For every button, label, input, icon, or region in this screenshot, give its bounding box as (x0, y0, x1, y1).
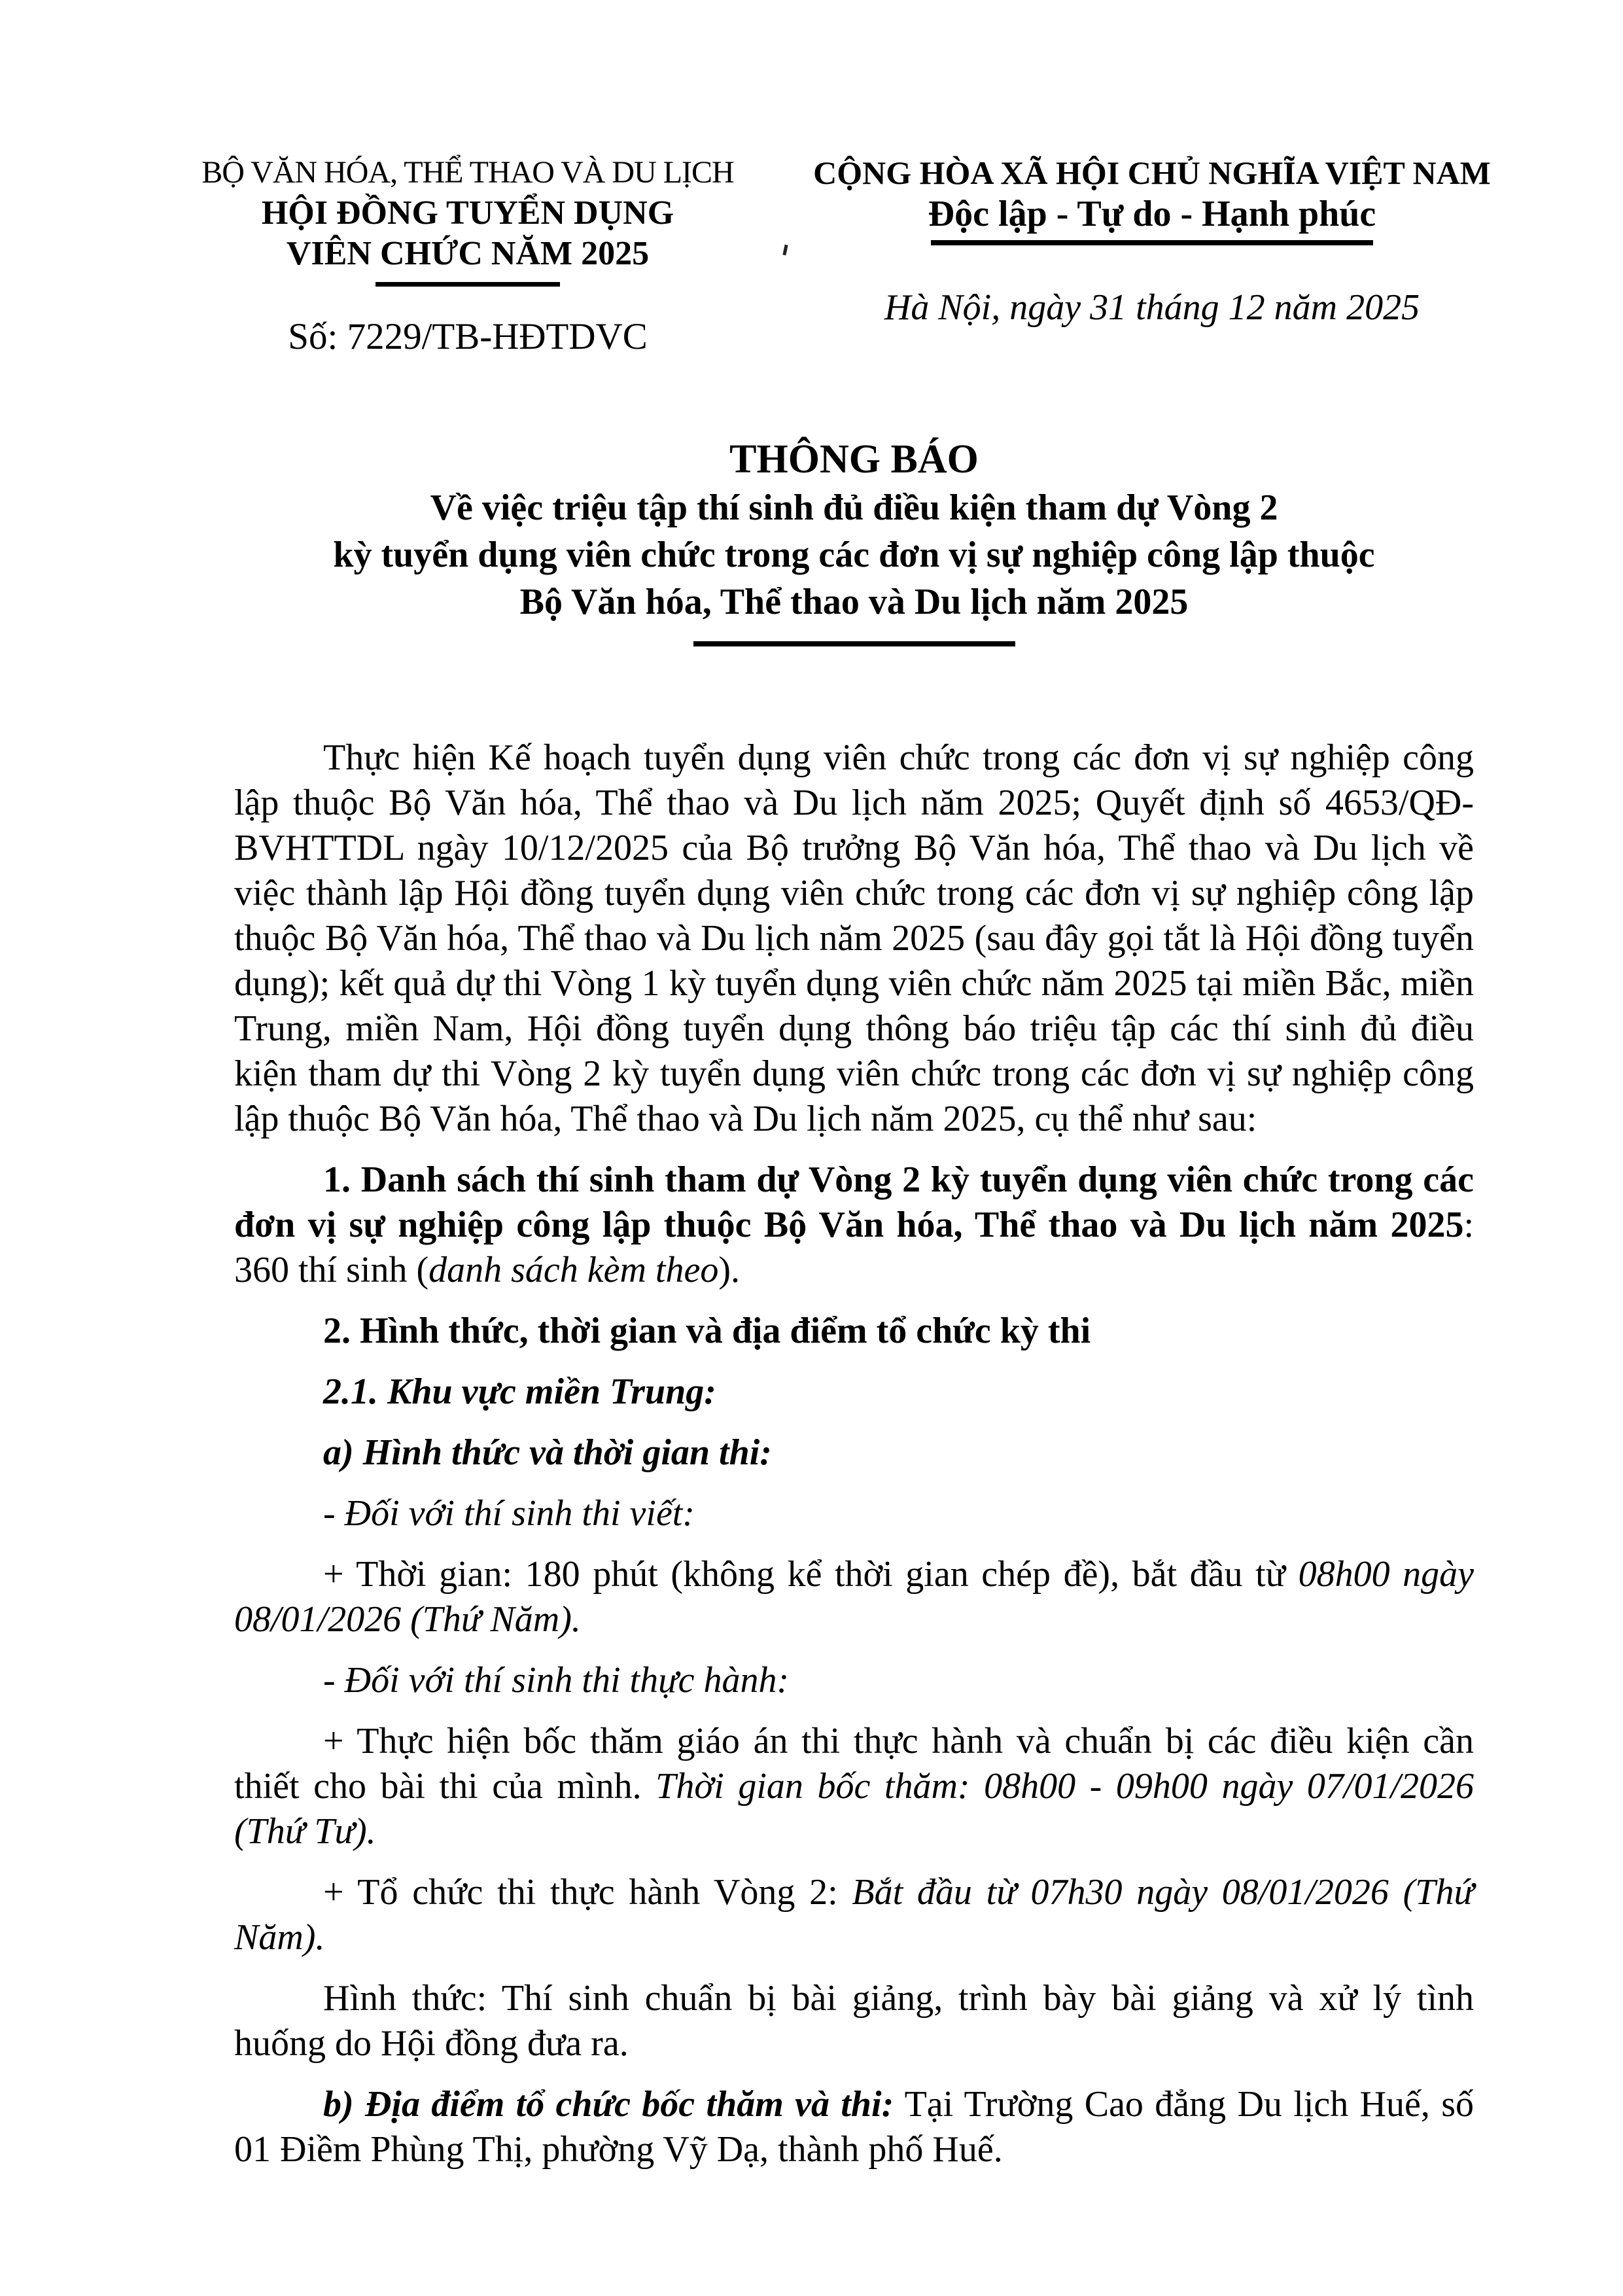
paragraph-round2 (234, 1870, 1474, 1960)
section1-closing: ). (718, 1250, 740, 1290)
national-header-block (799, 152, 1505, 359)
document-body (234, 735, 1474, 2172)
document-subtitle-line1: Về việc triệu tập thí sinh đủ điều kiện tham dự Vòng 2 (430, 487, 1278, 528)
document-subtitle-line3: Bộ Văn hóa, Thể thao và Du lịch năm 2025 (519, 582, 1189, 622)
a-heading: a) Hình thức và thời gian thi: (323, 1432, 772, 1473)
national-title: CỘNG HÒA XÃ HỘI CHỦ NGHĨA VIỆT NAM (813, 154, 1491, 191)
round2-text: + Tổ chức thi thực hành Vòng 2: (323, 1872, 852, 1913)
council-name-line2: VIÊN CHỨC NĂM 2025 (286, 235, 650, 272)
title-divider-rule (693, 641, 1015, 646)
issuing-agency-block (147, 152, 788, 359)
ministry-name: BỘ VĂN HÓA, THỂ THAO VÀ DU LỊCH (201, 155, 734, 190)
paragraph-draw-lots (234, 1719, 1474, 1854)
motto-divider-rule (931, 240, 1373, 245)
intro-text: Thực hiện Kế hoạch tuyển dụng viên chức trong các đơn vị sự nghiệp công lập thuộc Bộ Văn hóa, Thể thao và Du lịch năm 2025; Quyết định số 4653/QĐ-BVHTTDL ngày 10/12/2025 của Bộ trưởng Bộ Văn hóa, Thể thao và Du lịch về việc thành lập Hội đồng tuyển dụng viên chức trong các đơn vị sự nghiệp công lập thuộc Bộ Văn hóa, Thể thao và Du lịch năm 2025 (sau đây gọi tắt là Hội đồng tuyển dụng); kết quả dự thi Vòng 1 kỳ tuyển dụng viên chức năm 2025 tại miền Bắc, miền Trung, miền Nam, Hội đồng tuyển dụng thông báo triệu tập các thí sinh đủ điều kiện tham dự thi Vòng 2 kỳ tuyển dụng viên chức trong các đơn vị sự nghiệp công lập thuộc Bộ Văn hóa, Thể thao và Du lịch năm 2025, cụ thể như sau: (234, 737, 1474, 1139)
section1-count-text: : 360 thí sinh ( (234, 1205, 1474, 1290)
paragraph-a-heading (234, 1430, 1474, 1475)
written-time-date: 08h00 ngày 08/01/2026 (Thứ Năm). (234, 1554, 1474, 1640)
national-motto: Độc lập - Tự do - Hạnh phúc (928, 194, 1376, 234)
paragraph-format (234, 1976, 1474, 2066)
paragraph-section21-heading (234, 1369, 1474, 1415)
section2-heading: 2. Hình thức, thời gian và địa điểm tổ chức kỳ thi (323, 1311, 1091, 1351)
place-dateline: Hà Nội, ngày 31 tháng 12 năm 2025 (884, 287, 1420, 328)
draw-lots-time: Thời gian bốc thăm: 08h00 - 09h00 ngày 07/01/2026 (Thứ Tư). (234, 1766, 1474, 1852)
section1-heading-bold: 1. Danh sách thí sinh tham dự Vòng 2 kỳ tuyển dụng viên chức trong các đơn vị sự nghiệp công lập thuộc Bộ Văn hóa, Thể thao và Du lịch năm 2025 (234, 1159, 1474, 1245)
paragraph-section2-heading (234, 1309, 1474, 1354)
document-number: Số: 7229/TB-HĐTDVC (288, 316, 648, 357)
round2-time: Bắt đầu từ 07h30 ngày 08/01/2026 (Thứ Năm). (234, 1872, 1474, 1958)
paragraph-practice-item (234, 1658, 1474, 1703)
paragraph-b-location (234, 2082, 1474, 2172)
paragraph-written-item (234, 1491, 1474, 1536)
written-time-text: + Thời gian: 180 phút (không kể thời gian chép đề), bắt đầu từ (323, 1554, 1299, 1595)
document-header (0, 0, 1623, 359)
agency-divider-rule (375, 282, 560, 287)
document-title: THÔNG BÁO (729, 437, 979, 482)
section21-heading: 2.1. Khu vực miền Trung: (323, 1371, 716, 1412)
practice-item-text: - Đối với thí sinh thi thực hành: (323, 1660, 790, 1701)
paragraph-written-time (234, 1552, 1474, 1642)
paragraph-section1 (234, 1157, 1474, 1293)
document-subtitle-line2: kỳ tuyển dụng viên chức trong các đơn vị sự nghiệp công lập thuộc (333, 535, 1375, 575)
section1-attachment-note: danh sách kèm theo (428, 1250, 719, 1290)
b-location-text: Tại Trường Cao đẳng Du lịch Huế, số 01 Điềm Phùng Thị, phường Vỹ Dạ, thành phố Huế. (234, 2084, 1475, 2170)
council-name-line1: HỘI ĐỒNG TUYỂN DỤNG (261, 194, 674, 232)
written-item-text: - Đối với thí sinh thi viết: (323, 1493, 695, 1534)
b-heading: b) Địa điểm tổ chức bốc thăm và thi: (323, 2084, 894, 2125)
draw-lots-text: + Thực hiện bốc thăm giáo án thi thực hành và chuẩn bị các điều kiện cần thiết cho bài thi của mình. (234, 1721, 1474, 1807)
document-title-block (234, 434, 1474, 646)
format-text: Hình thức: Thí sinh chuẩn bị bài giảng, trình bày bài giảng và xử lý tình huống do Hội đồng đưa ra. (234, 1978, 1474, 2064)
paragraph-intro (234, 735, 1474, 1142)
